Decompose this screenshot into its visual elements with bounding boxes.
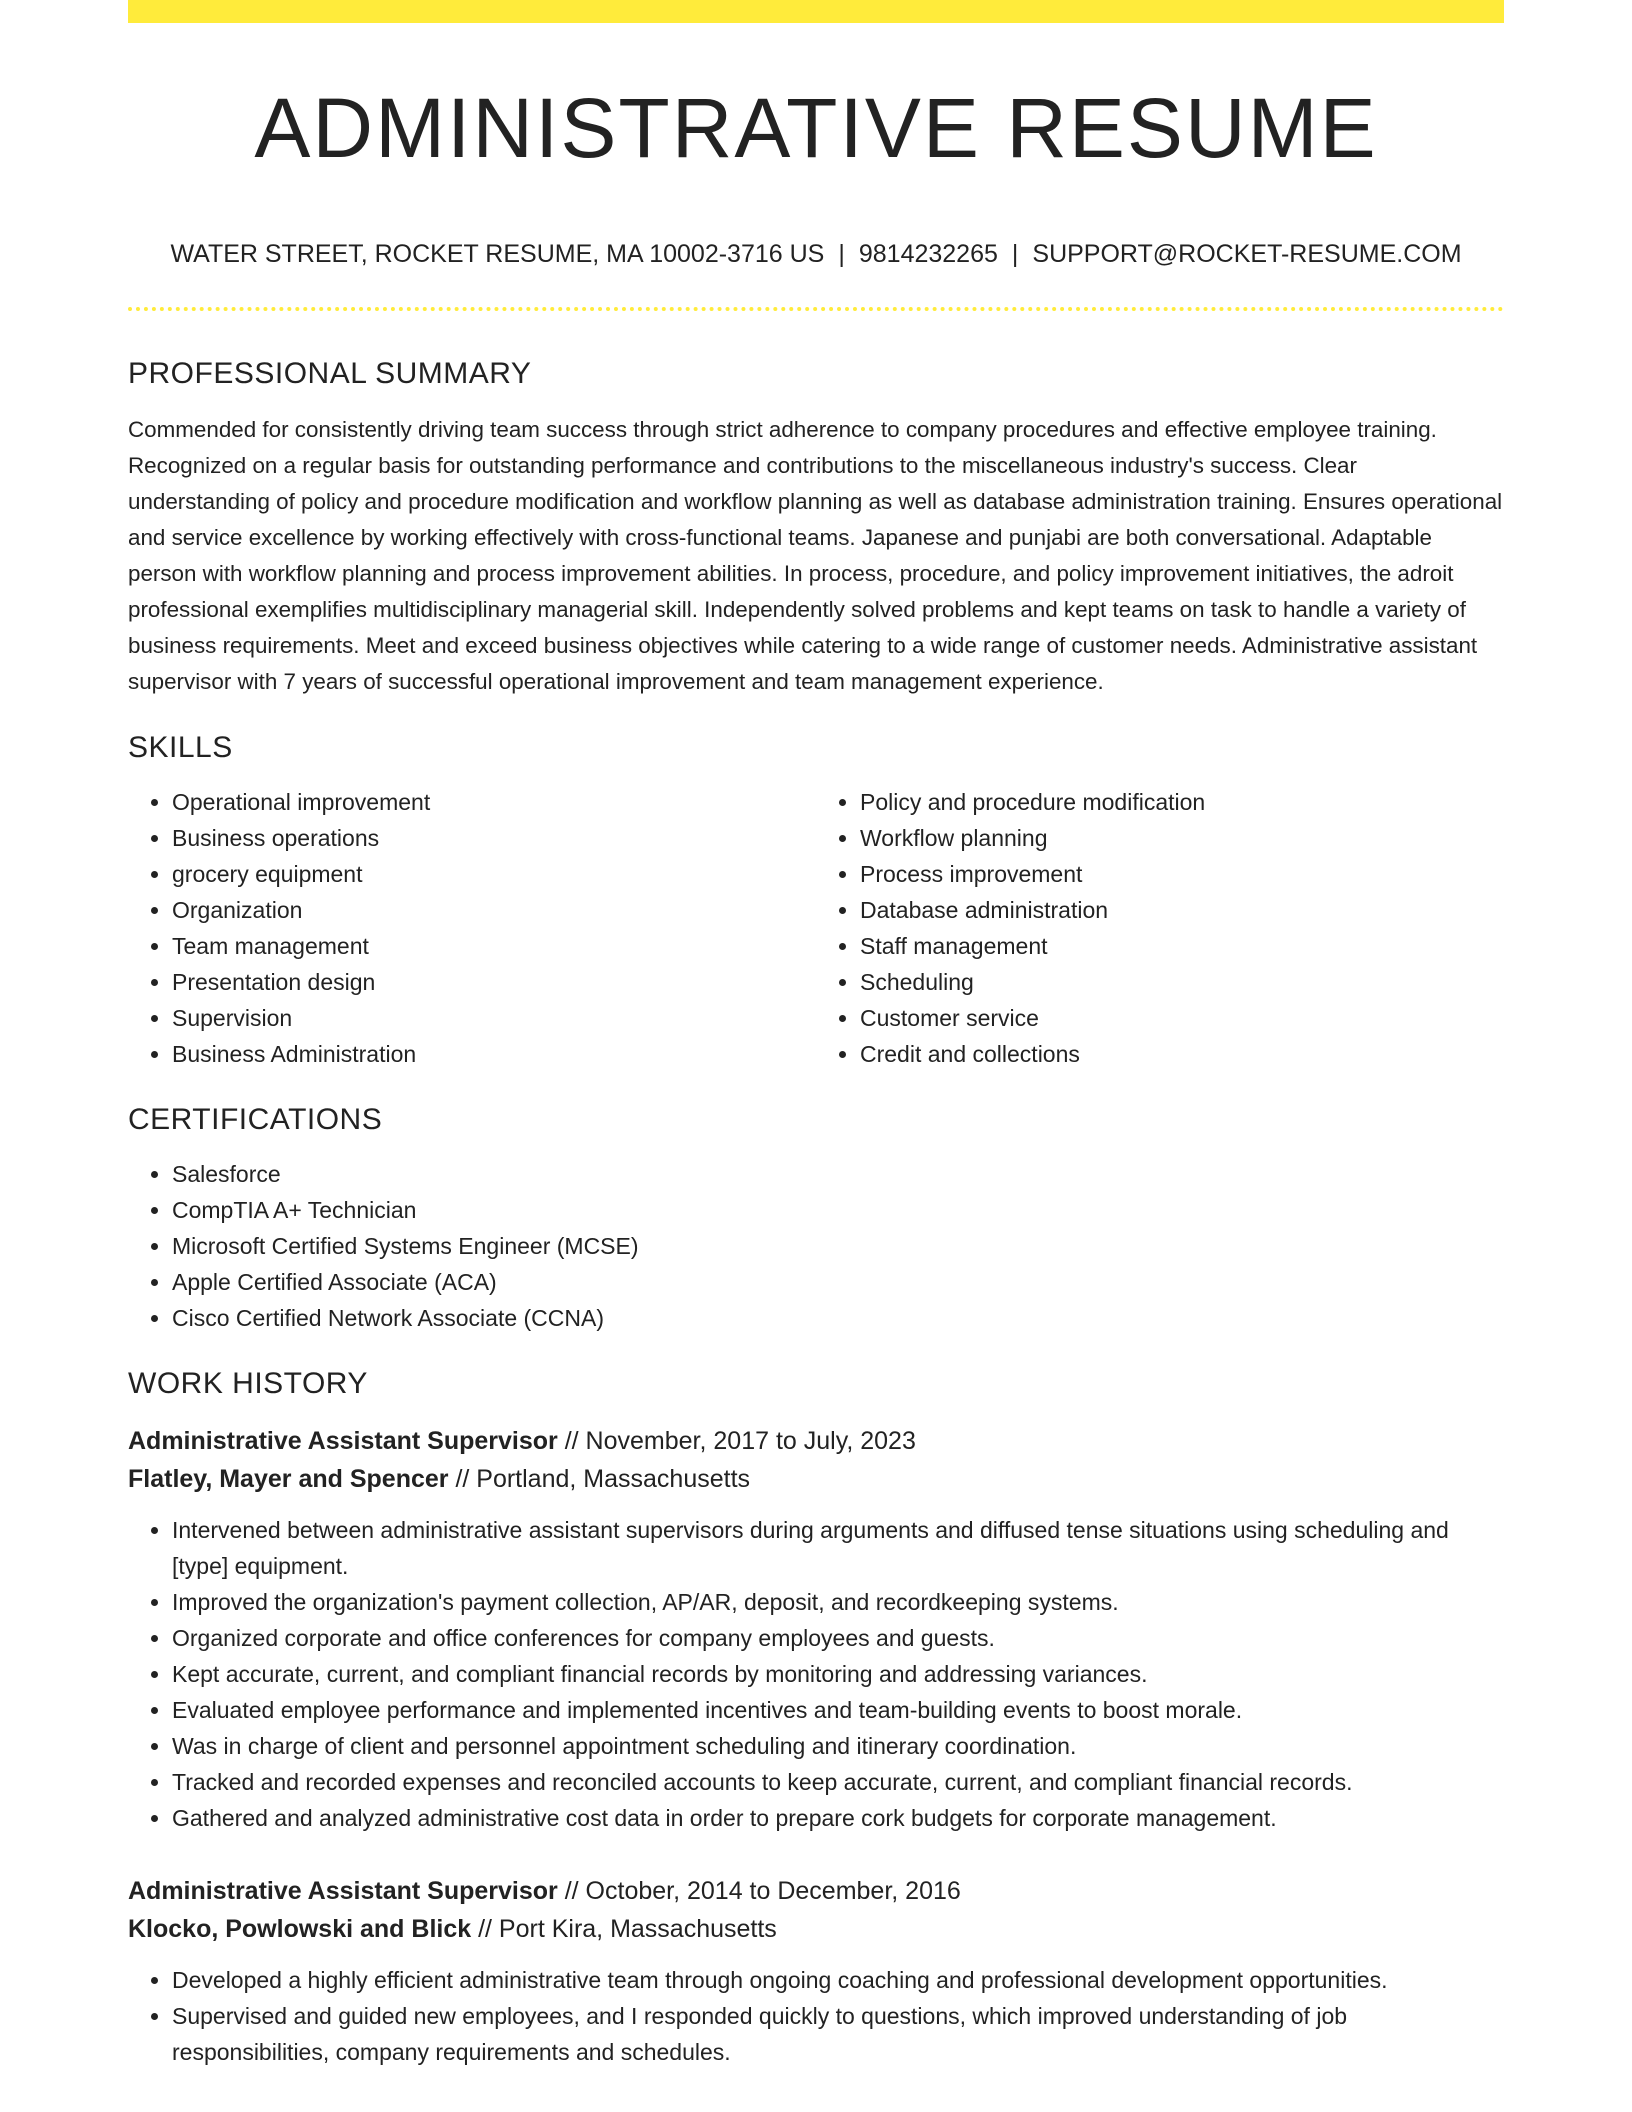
skill-item: • Presentation design (172, 964, 816, 1000)
contact-line (128, 236, 1504, 272)
certification-item: • Microsoft Certified Systems Engineer (MCSE) (172, 1228, 1504, 1264)
certification-item: • Salesforce (172, 1156, 1504, 1192)
skill-item: • Team management (172, 928, 816, 964)
contact-phone: 9814232265 (858, 240, 998, 268)
job-bullet: • Developed a highly efficient administrative team through ongoing coaching and professional development opportunities. (172, 1962, 1504, 1998)
job-bullet: • Gathered and analyzed administrative cost data in order to prepare cork budgets for corporate management. (172, 1800, 1504, 1836)
job-dates: // November, 2017 to July, 2023 (557, 1427, 916, 1455)
job-company-line (128, 1460, 1504, 1498)
skill-item: • Business Administration (172, 1036, 816, 1072)
skills-columns (128, 784, 1504, 1072)
job-location: // Portland, Massachusetts (448, 1465, 751, 1493)
skill-item: • Business operations (172, 820, 816, 856)
certification-item: • CompTIA A+ Technician (172, 1192, 1504, 1228)
job-company-line (128, 1910, 1504, 1948)
certification-item: • Apple Certified Associate (ACA) (172, 1264, 1504, 1300)
job-company: Flatley, Mayer and Spencer (128, 1465, 449, 1493)
job-bullets (128, 1962, 1504, 2070)
job-bullets (128, 1512, 1504, 1836)
job-bullet: • Kept accurate, current, and compliant financial records by monitoring and addressing variances. (172, 1656, 1504, 1692)
work-history-section (128, 1362, 1504, 2070)
job-dates: // October, 2014 to December, 2016 (557, 1877, 961, 1905)
job-entry (128, 1872, 1504, 2070)
job-bullet: • Intervened between administrative assistant supervisors during arguments and diffused tense situations using scheduling and [type] equipment. (172, 1512, 1504, 1584)
top-accent-bar (128, 0, 1504, 23)
skills-section (128, 726, 1504, 1072)
job-bullet: • Supervised and guided new employees, and I responded quickly to questions, which improved understanding of job responsibilities, company requirements and schedules. (172, 1998, 1504, 2070)
certification-item: • Cisco Certified Network Associate (CCNA) (172, 1300, 1504, 1336)
job-bullet: • Organized corporate and office conferences for company employees and guests. (172, 1620, 1504, 1656)
job-bullet: • Tracked and recorded expenses and reconciled accounts to keep accurate, current, and compliant financial records. (172, 1764, 1504, 1800)
job-bullet: • Evaluated employee performance and implemented incentives and team-building events to boost morale. (172, 1692, 1504, 1728)
section-heading-summary: PROFESSIONAL SUMMARY (128, 357, 532, 390)
contact-separator: | (1011, 240, 1019, 268)
certifications-list (128, 1156, 1504, 1336)
contact-separator: | (838, 240, 845, 268)
skill-item: • Staff management (860, 928, 1504, 964)
job-title-line (128, 1422, 1504, 1460)
section-heading-certifications: CERTIFICATIONS (128, 1103, 383, 1136)
contact-address: WATER STREET, ROCKET RESUME, MA 10002-3716 US (170, 240, 825, 268)
skill-item: • Database administration (860, 892, 1504, 928)
skill-item: • grocery equipment (172, 856, 816, 892)
section-heading-work-history: WORK HISTORY (128, 1367, 368, 1400)
job-entry (128, 1422, 1504, 1836)
resume-content (128, 352, 1504, 2070)
summary-section (128, 352, 1504, 700)
job-company: Klocko, Powlowski and Blick (128, 1915, 472, 1943)
job-title: Administrative Assistant Supervisor (128, 1877, 558, 1905)
summary-text: Commended for consistently driving team success through strict adherence to company procedures and effective employee training. Recognized on a regular basis for outstanding performance and contributions to the miscellaneous industry's success. Clear understanding of policy and procedure modification and workflow planning as well as database administration training. Ensures operational and service excellence by working effectively with cross-functional teams. Japanese and punjabi are both conversational. Adaptable person with workflow planning and process improvement abilities. In process, procedure, and policy improvement initiatives, the adroit professional exemplifies multidisciplinary managerial skill. Independently solved problems and kept teams on task to handle a variety of business requirements. Meet and exceed business objectives while catering to a wide range of customer needs. Administrative assistant supervisor with 7 years of successful operational improvement and team management experience. (128, 417, 1503, 694)
skill-item: • Policy and procedure modification (860, 784, 1504, 820)
skill-item: • Supervision (172, 1000, 816, 1036)
certifications-section (128, 1098, 1504, 1336)
skill-item: • Operational improvement (172, 784, 816, 820)
job-location: // Port Kira, Massachusetts (471, 1915, 777, 1943)
skill-item: • Process improvement (860, 856, 1504, 892)
resume-title: ADMINISTRATIVE RESUME (254, 81, 1378, 175)
skill-item: • Scheduling (860, 964, 1504, 1000)
section-heading-skills: SKILLS (128, 731, 233, 764)
job-bullet: • Was in charge of client and personnel appointment scheduling and itinerary coordination. (172, 1728, 1504, 1764)
skills-list-left (128, 784, 816, 1072)
skill-item: • Credit and collections (860, 1036, 1504, 1072)
skill-item: • Workflow planning (860, 820, 1504, 856)
skill-item: • Customer service (860, 1000, 1504, 1036)
job-title-line (128, 1872, 1504, 1910)
skills-list-right (816, 784, 1504, 1072)
job-title: Administrative Assistant Supervisor (128, 1427, 558, 1455)
contact-email: SUPPORT@ROCKET-RESUME.COM (1032, 240, 1462, 268)
skill-item: • Organization (172, 892, 816, 928)
dotted-divider (128, 307, 1504, 311)
job-bullet: • Improved the organization's payment collection, AP/AR, deposit, and recordkeeping systems. (172, 1584, 1504, 1620)
